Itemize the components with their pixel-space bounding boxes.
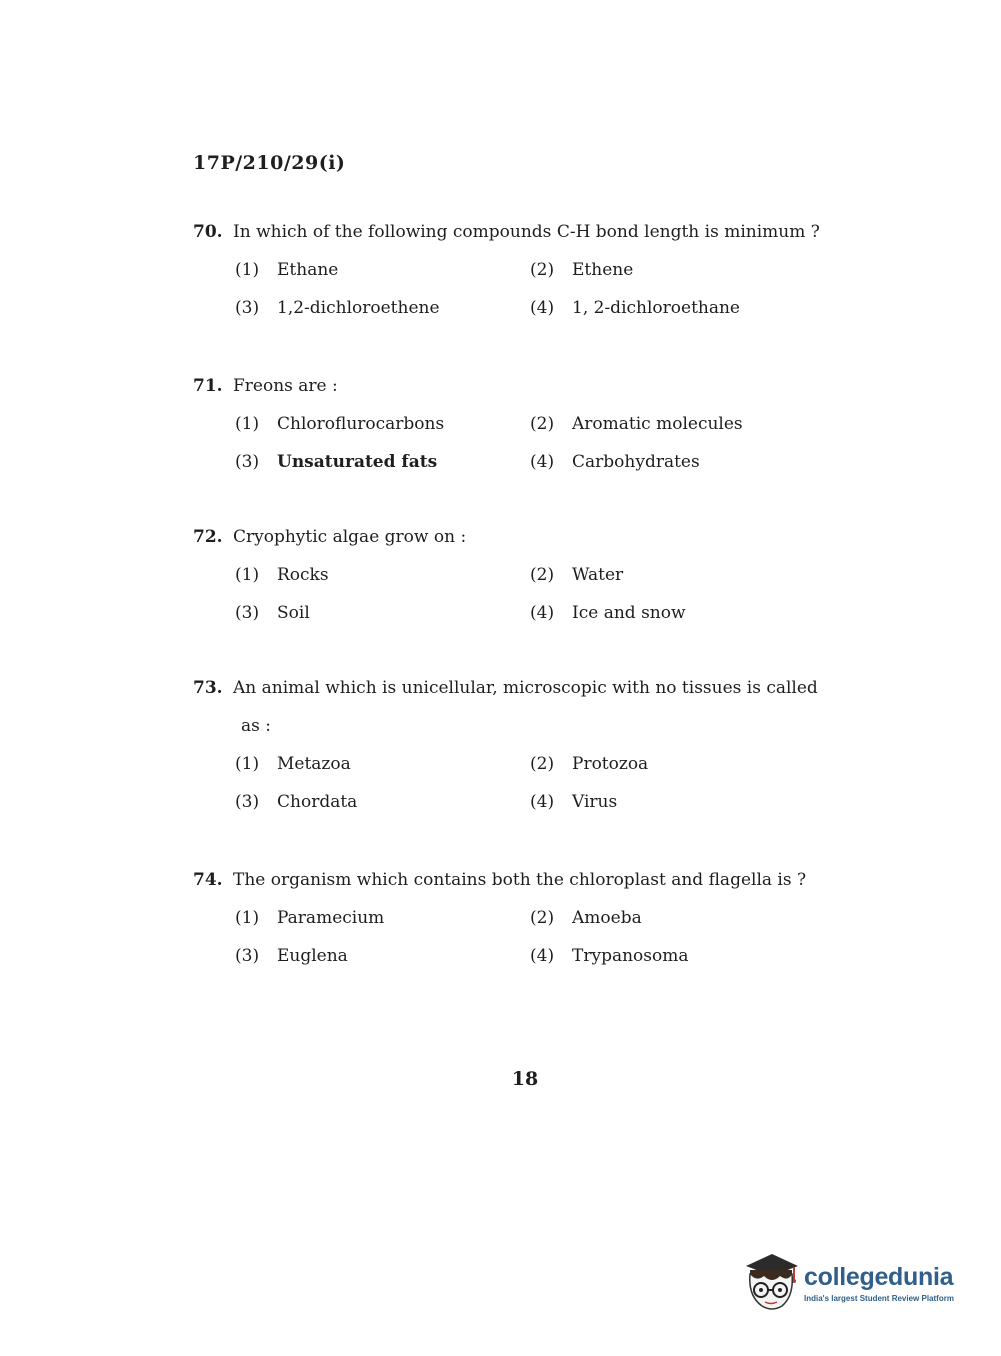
logo-name: collegedunia bbox=[804, 1263, 954, 1291]
question-text: Cryophytic algae grow on : bbox=[233, 527, 467, 547]
option-text: Ethene bbox=[572, 260, 634, 280]
option-4 bbox=[530, 946, 830, 966]
question-text: In which of the following compounds C-H bond length is minimum ? bbox=[233, 222, 820, 242]
option-text: Protozoa bbox=[572, 754, 649, 774]
option-text: Aromatic molecules bbox=[572, 414, 743, 434]
question-text-continuation: as : bbox=[241, 716, 271, 736]
option-text: Ethane bbox=[277, 260, 339, 280]
options-list bbox=[235, 414, 843, 472]
option-text: 1, 2-dichloroethane bbox=[572, 298, 740, 318]
option-2 bbox=[530, 908, 830, 928]
collegedunia-logo[interactable] bbox=[742, 1248, 972, 1318]
option-text: Carbohydrates bbox=[572, 452, 700, 472]
question-text: The organism which contains both the chloroplast and flagella is ? bbox=[233, 870, 807, 890]
option-text: Ice and snow bbox=[572, 603, 686, 623]
option-3 bbox=[235, 792, 530, 812]
option-text: Trypanosoma bbox=[572, 946, 689, 966]
question-70 bbox=[193, 222, 843, 318]
option-number: (2) bbox=[530, 565, 555, 585]
page-number: 18 bbox=[511, 1068, 539, 1090]
question-text: An animal which is unicellular, microscopic with no tissues is called bbox=[233, 678, 818, 698]
option-number: (1) bbox=[235, 908, 260, 928]
option-text: Chordata bbox=[277, 792, 358, 812]
option-number: (2) bbox=[530, 908, 555, 928]
option-number: (1) bbox=[235, 414, 260, 434]
option-number: (4) bbox=[530, 792, 555, 812]
question-number: 73. bbox=[193, 678, 223, 698]
option-3 bbox=[235, 452, 530, 472]
option-3 bbox=[235, 603, 530, 623]
option-1 bbox=[235, 565, 530, 585]
options-list bbox=[235, 565, 843, 623]
question-73 bbox=[193, 678, 843, 812]
option-number: (1) bbox=[235, 754, 260, 774]
option-number: (1) bbox=[235, 565, 260, 585]
logo-tagline: India's largest Student Review Platform bbox=[804, 1294, 954, 1303]
option-4 bbox=[530, 792, 830, 812]
option-2 bbox=[530, 565, 830, 585]
question-number: 74. bbox=[193, 870, 223, 890]
option-text: Chloroflurocarbons bbox=[277, 414, 445, 434]
option-number: (4) bbox=[530, 452, 555, 472]
option-2 bbox=[530, 260, 830, 280]
question-74 bbox=[193, 870, 843, 966]
option-number: (1) bbox=[235, 260, 260, 280]
question-71 bbox=[193, 376, 843, 472]
option-text: Water bbox=[572, 565, 624, 585]
option-2 bbox=[530, 754, 830, 774]
option-text: Amoeba bbox=[572, 908, 642, 928]
option-number: (2) bbox=[530, 754, 555, 774]
option-number: (2) bbox=[530, 260, 555, 280]
option-number: (3) bbox=[235, 298, 260, 318]
option-number: (3) bbox=[235, 603, 260, 623]
question-number: 71. bbox=[193, 376, 223, 396]
option-text: Paramecium bbox=[277, 908, 385, 928]
option-text: Rocks bbox=[277, 565, 329, 585]
option-1 bbox=[235, 754, 530, 774]
option-1 bbox=[235, 908, 530, 928]
option-number: (3) bbox=[235, 452, 260, 472]
option-number: (3) bbox=[235, 946, 260, 966]
question-72 bbox=[193, 527, 843, 623]
option-number: (2) bbox=[530, 414, 555, 434]
options-list bbox=[235, 754, 843, 812]
question-number: 72. bbox=[193, 527, 223, 547]
paper-code: 17P/210/29(i) bbox=[193, 152, 346, 174]
option-text: 1,2-dichloroethene bbox=[277, 298, 440, 318]
option-3 bbox=[235, 298, 530, 318]
option-1 bbox=[235, 260, 530, 280]
option-2 bbox=[530, 414, 830, 434]
question-number: 70. bbox=[193, 222, 223, 242]
option-text: Soil bbox=[277, 603, 310, 623]
option-1 bbox=[235, 414, 530, 434]
option-text: Unsaturated fats bbox=[277, 452, 438, 472]
option-4 bbox=[530, 603, 830, 623]
option-3 bbox=[235, 946, 530, 966]
options-list bbox=[235, 260, 843, 318]
option-text: Euglena bbox=[277, 946, 348, 966]
option-number: (4) bbox=[530, 603, 555, 623]
option-text: Virus bbox=[572, 792, 618, 812]
option-number: (3) bbox=[235, 792, 260, 812]
option-text: Metazoa bbox=[277, 754, 351, 774]
options-list bbox=[235, 908, 843, 966]
option-4 bbox=[530, 298, 830, 318]
mascot-icon bbox=[742, 1252, 800, 1314]
option-number: (4) bbox=[530, 946, 555, 966]
question-text: Freons are : bbox=[233, 376, 338, 396]
option-4 bbox=[530, 452, 830, 472]
option-number: (4) bbox=[530, 298, 555, 318]
